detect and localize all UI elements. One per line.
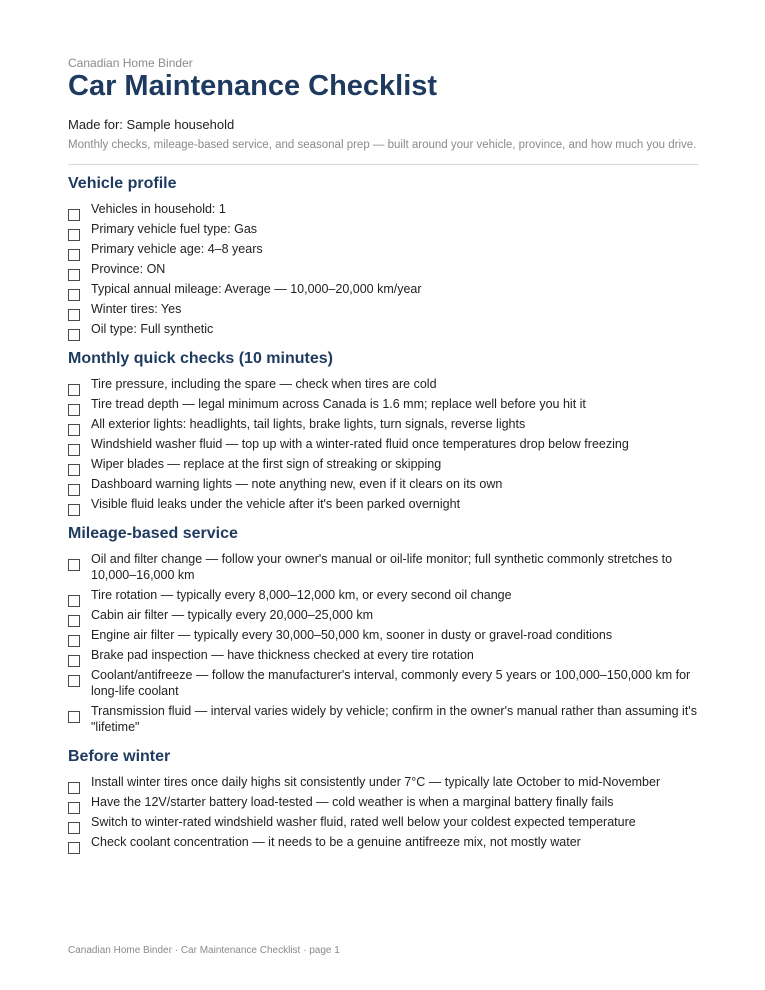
checkbox[interactable] — [68, 444, 80, 456]
checklist-item — [68, 834, 698, 854]
checklist-item-label: Typical annual mileage: Average — 10,000–20,000 km/year — [91, 282, 422, 296]
checklist-items — [68, 774, 698, 854]
checkbox[interactable] — [68, 424, 80, 436]
checklist-item — [68, 496, 698, 516]
checklist-section — [68, 174, 698, 341]
checklist-item-label: Check coolant concentration — it needs to be a genuine antifreeze mix, not mostly water — [91, 835, 581, 849]
checkbox[interactable] — [68, 675, 80, 687]
checkbox[interactable] — [68, 209, 80, 221]
checkbox[interactable] — [68, 404, 80, 416]
checklist-item — [68, 814, 698, 834]
page-footer: Canadian Home Binder · Car Maintenance Checklist · page 1 — [68, 945, 340, 956]
checklist-item-label: Oil type: Full synthetic — [91, 322, 214, 336]
checkbox[interactable] — [68, 655, 80, 667]
checkbox[interactable] — [68, 635, 80, 647]
checklist-item-label: Windshield washer fluid — top up with a winter-rated fluid once temperatures drop below freezing — [91, 437, 629, 451]
checklist-item — [68, 647, 698, 667]
checklist-section — [68, 524, 698, 739]
checklist-item-label: Tire tread depth — legal minimum across Canada is 1.6 mm; replace well before you hit it — [91, 397, 586, 411]
checklist-item-label: Dashboard warning lights — note anything new, even if it clears on its own — [91, 477, 503, 491]
checklist-item — [68, 794, 698, 814]
checklist-item — [68, 281, 698, 301]
checklist-item — [68, 456, 698, 476]
checklist-item — [68, 667, 698, 703]
checkbox[interactable] — [68, 249, 80, 261]
section-heading: Mileage-based service — [68, 525, 238, 542]
checklist-item — [68, 551, 698, 587]
checkbox[interactable] — [68, 782, 80, 794]
checklist-item — [68, 416, 698, 436]
checklist-items — [68, 551, 698, 739]
checklist-item-label: Primary vehicle age: 4–8 years — [91, 242, 263, 256]
checkbox[interactable] — [68, 822, 80, 834]
checkbox[interactable] — [68, 484, 80, 496]
section-heading: Monthly quick checks (10 minutes) — [68, 350, 333, 367]
checkbox[interactable] — [68, 384, 80, 396]
document-page — [68, 56, 698, 854]
checklist-item — [68, 627, 698, 647]
checklist-item-label: Transmission fluid — interval varies widely by vehicle; confirm in the owner's manual rather than assuming it's "lifetime" — [91, 704, 697, 734]
checkbox[interactable] — [68, 309, 80, 321]
checklist-item-label: Coolant/antifreeze — follow the manufacturer's interval, commonly every 5 years or 100,000–150,000 km for long-life coolant — [91, 668, 691, 698]
section-heading: Vehicle profile — [68, 175, 177, 192]
checkbox[interactable] — [68, 802, 80, 814]
checkbox[interactable] — [68, 842, 80, 854]
checklist-item — [68, 201, 698, 221]
checklist-item-label: Have the 12V/starter battery load-tested — cold weather is when a marginal battery finally fails — [91, 795, 614, 809]
checkbox[interactable] — [68, 464, 80, 476]
checklist-item — [68, 774, 698, 794]
checklist-item-label: Primary vehicle fuel type: Gas — [91, 222, 258, 236]
checklist-item — [68, 476, 698, 496]
checklist-items — [68, 376, 698, 516]
checkbox[interactable] — [68, 615, 80, 627]
checkbox[interactable] — [68, 559, 80, 571]
checklist-item-label: Oil and filter change — follow your owner's manual or oil-life monitor; full synthetic commonly stretches to 10,000–16,000 km — [91, 552, 673, 582]
checklist-item-label: Switch to winter-rated windshield washer fluid, rated well below your coldest expected temperature — [91, 815, 636, 829]
checklist-item-label: Cabin air filter — typically every 20,000–25,000 km — [91, 608, 374, 622]
checklist-section — [68, 747, 698, 854]
checklist-item — [68, 241, 698, 261]
checkbox[interactable] — [68, 329, 80, 341]
checkbox[interactable] — [68, 229, 80, 241]
checklist-item — [68, 587, 698, 607]
checklist-item-label: Brake pad inspection — have thickness checked at every tire rotation — [91, 648, 474, 662]
checklist-item — [68, 261, 698, 281]
checklist-item-label: Wiper blades — replace at the first sign of streaking or skipping — [91, 457, 442, 471]
checklist-item — [68, 321, 698, 341]
checklist-item-label: Engine air filter — typically every 30,000–50,000 km, sooner in dusty or gravel-road conditions — [91, 628, 613, 642]
page-subtitle: Monthly checks, mileage-based service, and seasonal prep — built around your vehicle, province, and how much you drive. — [68, 139, 697, 151]
checklist-item — [68, 301, 698, 321]
checklist-item-label: All exterior lights: headlights, tail lights, brake lights, turn signals, reverse lights — [91, 417, 526, 431]
checklist-item-label: Tire pressure, including the spare — check when tires are cold — [91, 377, 437, 391]
checklist-item-label: Install winter tires once daily highs sit consistently under 7°C — typically late October to mid-November — [91, 775, 661, 789]
section-heading: Before winter — [68, 748, 171, 765]
checklist-item — [68, 376, 698, 396]
checkbox[interactable] — [68, 289, 80, 301]
checkbox[interactable] — [68, 711, 80, 723]
checklist-item — [68, 607, 698, 627]
checklist-item-label: Visible fluid leaks under the vehicle after it's been parked overnight — [91, 497, 461, 511]
checkbox[interactable] — [68, 595, 80, 607]
header-divider — [68, 164, 698, 165]
checklist-item — [68, 221, 698, 241]
checklist-item — [68, 396, 698, 416]
checklist-items — [68, 201, 698, 341]
checklist-sections — [68, 174, 698, 854]
checklist-section — [68, 349, 698, 516]
checklist-item-label: Vehicles in household: 1 — [91, 202, 226, 216]
checkbox[interactable] — [68, 504, 80, 516]
checklist-item-label: Winter tires: Yes — [91, 302, 182, 316]
checklist-item — [68, 436, 698, 456]
checkbox[interactable] — [68, 269, 80, 281]
made-for-line: Made for: Sample household — [68, 117, 235, 132]
checklist-item — [68, 703, 698, 739]
checklist-item-label: Province: ON — [91, 262, 166, 276]
binder-eyebrow: Canadian Home Binder — [68, 56, 193, 70]
checklist-item-label: Tire rotation — typically every 8,000–12,000 km, or every second oil change — [91, 588, 512, 602]
page-title: Car Maintenance Checklist — [68, 70, 438, 102]
